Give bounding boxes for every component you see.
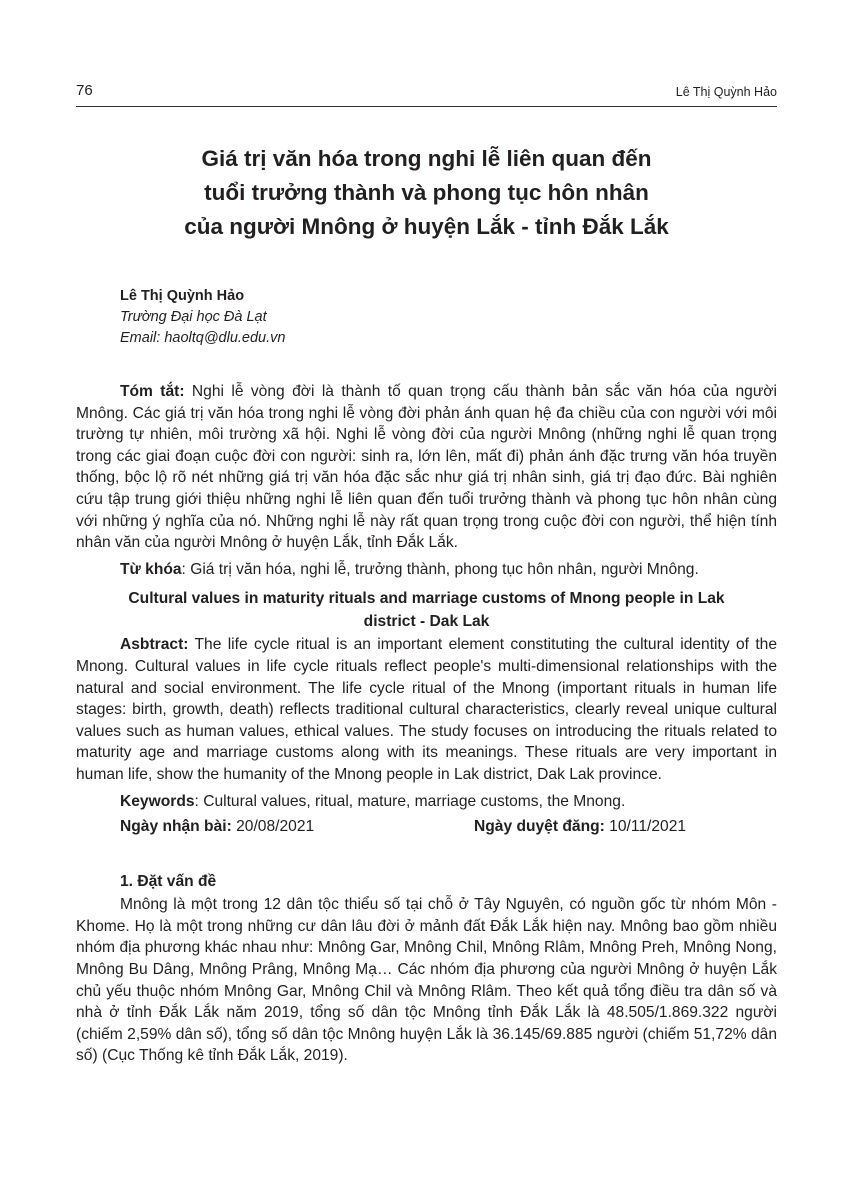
abstract-vi-text: Nghi lễ vòng đời là thành tố quan trọng cấu thành bản sắc văn hóa của người Mnông. Các giá trị văn hóa trong nghi lễ vòng đời phản ánh quan hệ đa chiều của con người với môi trường tự nhiên, môi trường xã hội. Nghi lễ vòng đời của người Mnông (những nghi lễ quan trọng trong các giai đoạn cuộc đời con người: sinh ra, lớn lên, mất đi) phản ánh đặc trưng văn hóa truyền thống, bộc lộ rõ nét những giá trị văn hóa đặc sắc như giá trị nhân sinh, giá trị đạo đức. Bài nghiên cứu tập trung giới thiệu những nghi lễ liên quan đến tuổi trưởng thành và phong tục hôn nhân cùng với những ý nghĩa của nó. Những nghi lễ này rất quan trọng trong cuộc đời con người, thể hiện tính nhân văn của người Mnông ở huyện Lắk, tỉnh Đắk Lắk. <box>76 383 777 552</box>
page-number: 76 <box>76 82 93 99</box>
approved-date <box>474 816 686 838</box>
keywords-vi-label: Từ khóa <box>120 560 182 578</box>
received-date <box>120 816 474 838</box>
title-line: của người Mnông ở huyện Lắk - tỉnh Đắk Lắk <box>184 214 669 239</box>
author-name: Lê Thị Quỳnh Hảo <box>120 288 245 304</box>
abstract-vi-label: Tóm tắt: <box>120 383 185 400</box>
author-block <box>120 286 285 349</box>
abstract-en-text: The life cycle ritual is an important element constituting the cultural identity of the Mnong. Cultural values in life cycle rituals reflect people's multi-dimensional relationships with the natural and social environment. The life cycle ritual of the Mnong (important rituals in human life stages: birth, growth, death) reflects traditional cultural characteristics, clearly reveal unique cultural values such as human values, ethical values. The study focuses on introducing the rituals related to maturity age and marriage customs along with its meanings. These rituals are very important in human life, show the humanity of the Mnong people in Lak district, Dak Lak province. <box>76 636 777 783</box>
header-rule <box>76 106 777 107</box>
keywords-en-label: Keywords <box>120 792 195 810</box>
title-line: tuổi trưởng thành và phong tục hôn nhân <box>204 180 649 205</box>
abstract-vietnamese <box>76 381 777 554</box>
section-paragraph: Mnông là một trong 12 dân tộc thiểu số tại chỗ ở Tây Nguyên, có nguồn gốc từ nhóm Môn - Khome. Họ là một trong những cư dân lâu đời ở mảnh đất Đắk Lắk hiện nay. Mnông bao gồm nhiều nhóm địa phương khác nhau như: Mnông Gar, Mnông Chil, Mnông Rlâm, Mnông Preh, Mnông Nong, Mnông Bu Dâng, Mnông Prâng, Mnông Mạ… Các nhóm địa phương của người Mnông ở huyện Lắk chủ yếu thuộc nhóm Mnông Gar, Mnông Chil và Mnông Rlâm. Theo kết quả tổng điều tra dân số và nhà ở tỉnh Đắk Lắk năm 2019, tổng số dân tộc Mnông tỉnh Đắk Lắk là 48.505/1.869.322 người (chiếm 2,59% dân số), tổng số dân tộc Mnông huyện Lắk là 36.145/69.885 người (chiếm 51,72% dân số) (Cục Thống kê tỉnh Đắk Lắk, 2019). <box>76 896 777 1065</box>
keywords-vi-text: : Giá trị văn hóa, nghi lễ, trưởng thành, phong tục hôn nhân, người Mnông. <box>181 560 699 578</box>
english-title <box>76 587 777 633</box>
approved-value: 10/11/2021 <box>604 818 687 836</box>
abstract-english <box>76 634 777 785</box>
english-title-line: Cultural values in maturity rituals and marriage customs of Mnong people in Lak <box>128 590 725 608</box>
section-heading: 1. Đặt vấn đề <box>120 872 217 890</box>
keywords-vietnamese <box>76 559 777 581</box>
dates-row <box>76 816 777 838</box>
english-title-line: district - Dak Lak <box>363 613 490 631</box>
received-value: 20/08/2021 <box>231 818 315 836</box>
approved-label: Ngày duyệt đăng: <box>474 818 605 836</box>
author-email: Email: haoltq@dlu.edu.vn <box>120 330 286 346</box>
abstract-en-label: Asbtract: <box>120 636 189 654</box>
title-line: Giá trị văn hóa trong nghi lễ liên quan đến <box>201 146 652 171</box>
author-affiliation: Trường Đại học Đà Lạt <box>120 309 267 325</box>
running-head: Lê Thị Quỳnh Hảo <box>675 85 777 99</box>
paper-title <box>76 142 777 244</box>
keywords-english <box>76 791 777 813</box>
received-label: Ngày nhận bài: <box>120 818 232 836</box>
keywords-en-text: : Cultural values, ritual, mature, marriage customs, the Mnong. <box>194 792 626 810</box>
article-body <box>76 381 777 1067</box>
